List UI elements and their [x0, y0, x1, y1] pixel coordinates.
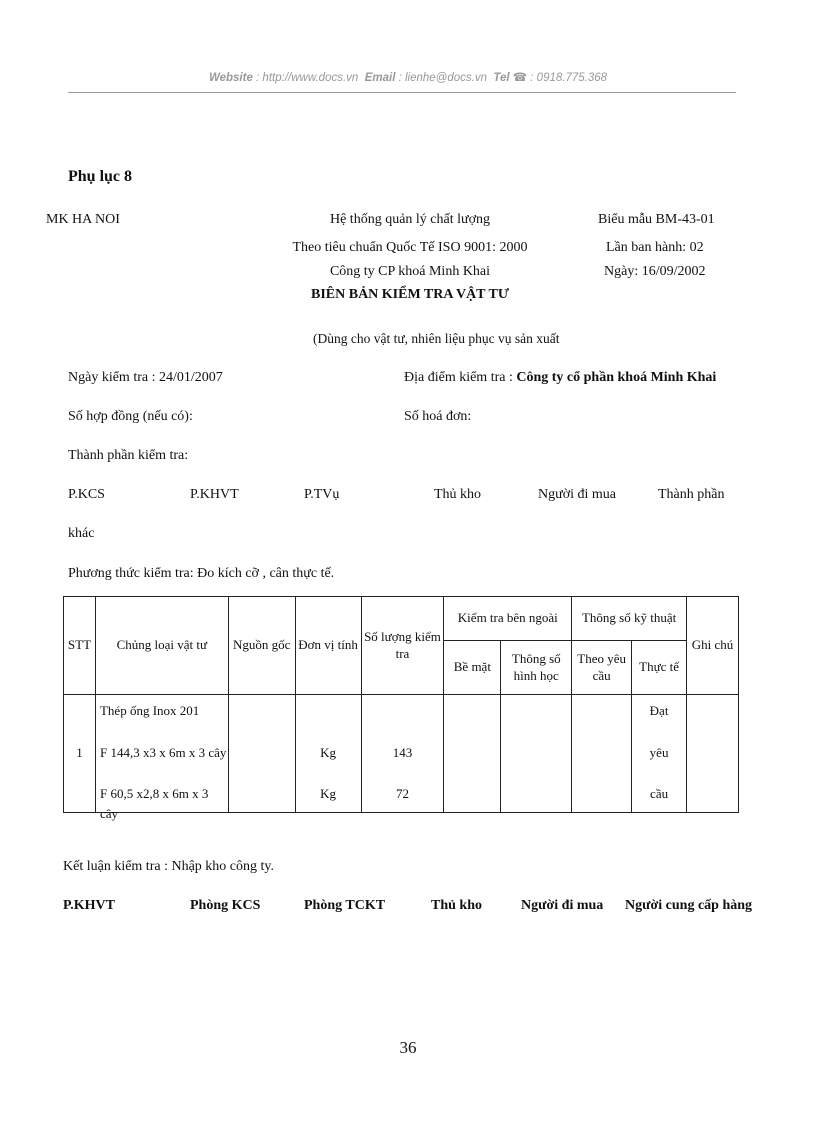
col-note: Ghi chú — [687, 597, 739, 695]
col-geometry: Thông số hình học — [501, 641, 572, 695]
member-other: Thành phần — [658, 487, 725, 502]
inspection-method: Phương thức kiểm tra: Đo kích cỡ , cân thực tế. — [68, 566, 335, 581]
location-label: Địa điểm kiểm tra : — [404, 370, 513, 385]
member-kcs: P.KCS — [68, 487, 105, 502]
unit-0 — [296, 701, 361, 721]
member-khvt: P.KHVT — [190, 487, 239, 502]
row-origin — [228, 695, 295, 813]
contract-number: Số hợp đồng (nếu có): — [68, 409, 193, 424]
page-header — [0, 70, 816, 84]
issue-number: Lần ban hành: 02 — [606, 240, 704, 255]
check-date: Ngày kiểm tra : 24/01/2007 — [68, 370, 223, 385]
appendix-title: Phụ lục 8 — [68, 168, 133, 185]
location-value: Công ty cổ phần khoá Minh Khai — [516, 370, 717, 385]
col-external: Kiểm tra bên ngoài — [444, 597, 572, 641]
document-title: BIÊN BẢN KIỂM TRA VẬT TƯ — [311, 287, 509, 302]
signature-buyer: Người đi mua — [521, 898, 604, 913]
quantity-2: 72 — [395, 786, 409, 801]
qms-line: Hệ thống quản lý chất lượng — [329, 212, 490, 227]
col-stt: STT — [64, 597, 96, 695]
location — [404, 370, 716, 386]
document-subtitle: (Dùng cho vật tư, nhiên liệu phục vụ sản xuất — [313, 331, 560, 346]
header-divider — [68, 92, 736, 93]
member-buyer: Người đi mua — [538, 487, 616, 502]
col-type: Chủng loại vật tư — [95, 597, 228, 695]
actual-2: cầu — [650, 786, 669, 801]
tel-label: Tel ☎ — [493, 72, 528, 84]
item-spec-2: F 60,5 x2,8 x 6m x 3 cây — [99, 786, 209, 821]
actual-1: yêu — [649, 744, 669, 760]
row-required — [572, 695, 632, 813]
row-surface — [444, 695, 501, 813]
col-quantity: Số lượng kiểm tra — [361, 597, 444, 695]
col-surface: Bề mặt — [444, 641, 501, 695]
item-spec-1: F 144,3 x3 x 6m x 3 cây — [99, 744, 227, 760]
quantity-1: 143 — [392, 744, 413, 760]
email-label: Email — [364, 72, 396, 84]
col-tech: Thông số kỹ thuật — [572, 597, 687, 641]
col-actual: Thực tế — [632, 641, 687, 695]
invoice-number: Số hoá đơn: — [404, 409, 472, 424]
member-other-cont: khác — [68, 526, 95, 541]
quantity-0 — [362, 701, 444, 721]
unit-1: Kg — [320, 744, 337, 760]
signature-khvt: P.KHVT — [63, 898, 115, 913]
row-stt: 1 — [64, 695, 96, 813]
row-items — [95, 695, 228, 821]
row-actual — [632, 695, 687, 813]
company-line: Công ty CP khoá Minh Khai — [329, 264, 491, 279]
form-code: Biểu mẫu BM-43-01 — [598, 212, 715, 227]
issue-date: Ngày: 16/09/2002 — [604, 264, 706, 279]
website-label: Website — [208, 72, 253, 84]
actual-0: Đạt — [649, 703, 669, 718]
inspection-table — [63, 596, 739, 821]
member-storekeeper: Thủ kho — [434, 487, 482, 502]
unit-2: Kg — [320, 786, 337, 801]
item-name: Thép ống Inox 201 — [99, 703, 200, 718]
col-origin: Nguồn gốc — [228, 597, 295, 695]
page-number: 36 — [399, 1038, 417, 1057]
iso-line: Theo tiêu chuẩn Quốc Tế ISO 9001: 2000 — [292, 240, 528, 255]
tel-value: : 0918.775.368 — [530, 72, 608, 84]
table-row — [64, 695, 739, 813]
email-value[interactable]: : lienhe@docs.vn — [398, 72, 487, 84]
website-value[interactable]: : http://www.docs.vn — [256, 72, 359, 84]
signature-storekeeper: Thủ kho — [431, 898, 482, 913]
signature-kcs: Phòng KCS — [190, 898, 261, 913]
row-note — [687, 695, 739, 813]
company-short: MK HA NOI — [46, 212, 120, 227]
row-geometry — [501, 695, 572, 813]
members-label: Thành phần kiểm tra: — [68, 448, 189, 463]
row-units — [295, 695, 361, 813]
member-tvu: P.TVụ — [304, 487, 340, 502]
row-quantities — [361, 695, 444, 813]
signature-supplier: Người cung cấp hàng — [625, 898, 753, 913]
signature-tckt: Phòng TCKT — [304, 898, 386, 913]
col-required: Theo yêu cầu — [572, 641, 632, 695]
conclusion: Kết luận kiểm tra : Nhập kho công ty. — [63, 859, 274, 874]
col-unit: Đơn vị tính — [295, 597, 361, 695]
